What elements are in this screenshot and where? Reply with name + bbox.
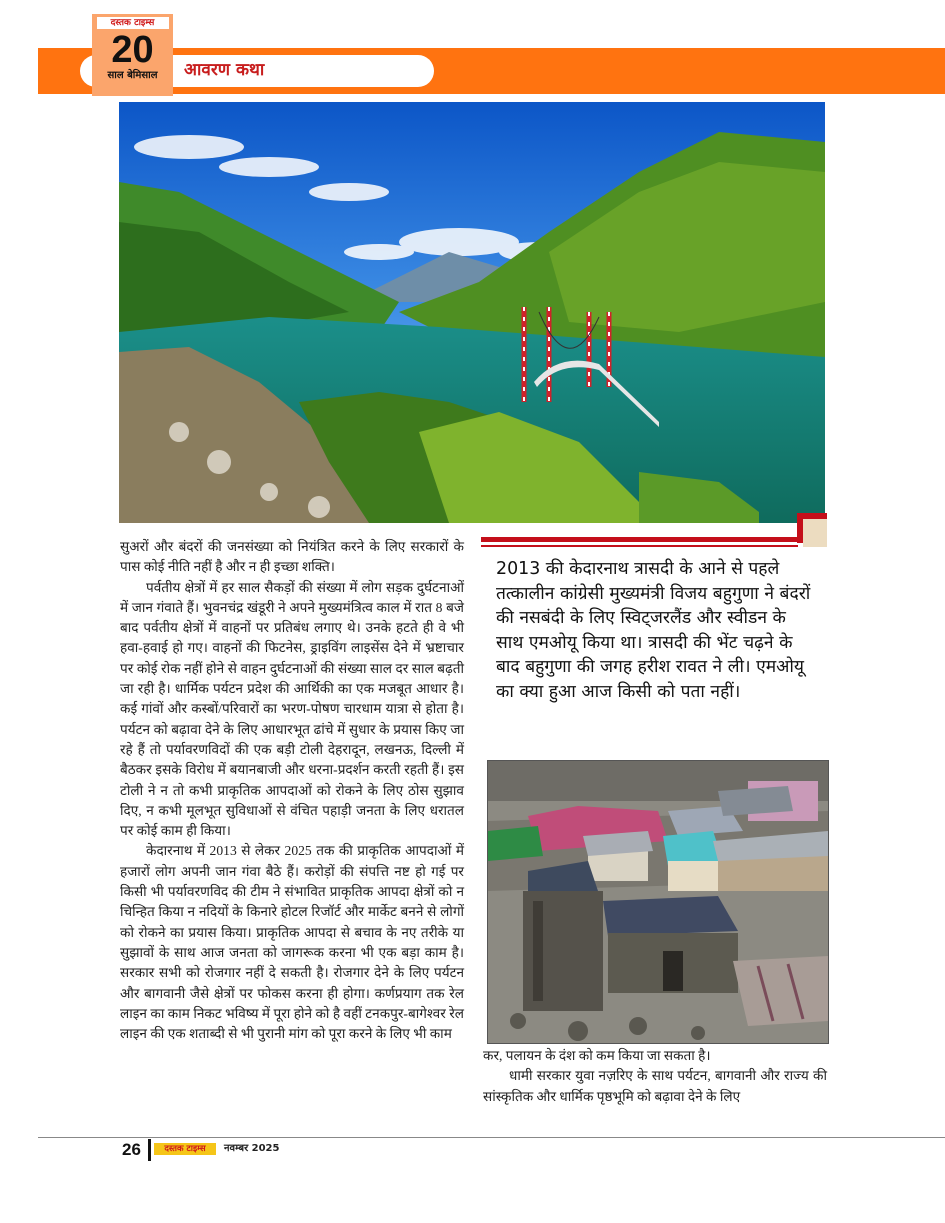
article-left-column: [120, 537, 464, 1044]
footer-divider: [148, 1139, 151, 1161]
anniversary-badge: [92, 14, 173, 96]
article-right-column: [483, 1046, 827, 1107]
article-paragraph: पर्वतीय क्षेत्रों में हर साल सैकड़ों की संख्या में लोग सड़क दुर्घटनाओं में जान गंवाते हैं। भुवनचंद्र खंडूरी ने अपने मुख्यमंत्रित्व काल में रात 8 बजे बाद पर्वतीय क्षेत्रों में वाहनों पर प्रतिबंध लगाए थे। उनके हटते ही वे भी हवा-हवाई हो गए। वाहनों की फिटनेस, ड्राइविंग लाइसेंस देने में भ्रष्टाचार पर कोई रोक नहीं होने से वाहन दुर्घटनाओं की संख्या साल दर साल बढ़ती जा रही है। धार्मिक पर्यटन प्रदेश की आर्थिकी का एक मजबूत आधार है। कई गांवों और कस्बों/परिवारों का भरण-पोषण चारधाम यात्रा से होता है। पर्यटन को बढ़ावा देने के लिए आधारभूत ढांचे में सुधार के प्रयास किए जा रहे हैं तो पर्यावरणविदों की एक बड़ी टोली देहरादून, लखनऊ, दिल्ली में बैठकर इसके विरोध में बयानबाजी और धरना-प्रदर्शन करती रहती हैं। इस टोली ने न तो कभी प्राकृतिक आपदाओं को रोकने के लिए ठोस सुझाव दिए, न कभी मूलभूत सुविधाओं से वंचित पहाड़ी जनता के लिए धरातल पर कोई काम ही किया।: [120, 579, 464, 839]
footer-logo: दस्तक टाइम्स: [154, 1143, 216, 1155]
article-paragraph: धामी सरकार युवा नज़रिए के साथ पर्यटन, बागवानी और राज्य की सांस्कृतिक और धार्मिक पृष्ठभूमि को बढ़ावा देने के लिए: [483, 1068, 827, 1104]
article-paragraph: केदारनाथ में 2013 से लेकर 2025 तक की प्राकृतिक आपदाओं में हजारों लोग अपनी जान गंवा बैठे हैं। करोड़ों की संपत्ति नष्ट हो गई पर किसी भी पर्यावरणविद की टीम ने संभावित प्राकृतिक आपदा क्षेत्रों को न चिन्हित किया न नदियों के किनारे होटल रिजॉर्ट और मार्केट बनने से लोगों को रोकने का प्रयास किया। प्राकृतिक आपदा से बचाव के नए तरीके या सुझावों के साथ आज जनता को जागरूक करना भी एक बड़ा काम है। सरकार सभी को रोजगार नहीं दे सकती है। रोजगार देने के लिए पर्यटन और बागवानी जैसे क्षेत्रों पर फोकस करना ही होगा। कर्णप्रयाग तक रेल लाइन का काम निकट भविष्य में पूरा होने को है वहीं टनकपुर-बागेश्वर रेल लाइन की एक शताब्दी से भी पुरानी मांग को पूरा करने के लिए भी काम: [120, 843, 464, 1042]
hero-image: [119, 102, 825, 523]
page-number: 26: [122, 1140, 141, 1159]
footer-rule: [38, 1137, 945, 1138]
corner-accent-inner: [803, 519, 827, 547]
lake-bridge-landscape-photo-icon: [119, 102, 825, 523]
pull-quote: 2013 की केदारनाथ त्रासदी के आने से पहले तत्कालीन कांग्रेसी मुख्यमंत्री विजय बहुगुणा ने बंदरों की नसबंदी के लिए स्विट्जरलैंड और स्वीडन के साथ एमओयू किया था। त्रासदी की भेंट चढ़ने के बाद बहुगुणा की जगह हरीश रावत ने ली। एमओयू का क्या हुआ आज किसी को पता नहीं।: [496, 559, 811, 702]
article-paragraph: कर, पलायन के दंश को कम किया जा सकता है।: [483, 1048, 711, 1063]
kedarnath-photo: [487, 760, 829, 1044]
pull-quote-rule: [481, 537, 798, 542]
issue-date: नवम्बर 2025: [224, 1143, 280, 1154]
pull-quote-rule-thin: [481, 545, 798, 547]
badge-subtitle: साल बेमिसाल: [107, 70, 158, 81]
kedarnath-temple-photo-icon: [488, 761, 828, 1043]
section-title: आवरण कथा: [184, 60, 265, 80]
badge-logo: दस्तक टाइम्स: [97, 17, 169, 29]
article-paragraph: सुअरों और बंदरों की जनसंख्या को नियंत्रित करने के लिए सरकारों के पास कोई नीति नहीं है और न ही इच्छा शक्ति।: [120, 539, 464, 575]
badge-number: 20: [111, 29, 154, 71]
